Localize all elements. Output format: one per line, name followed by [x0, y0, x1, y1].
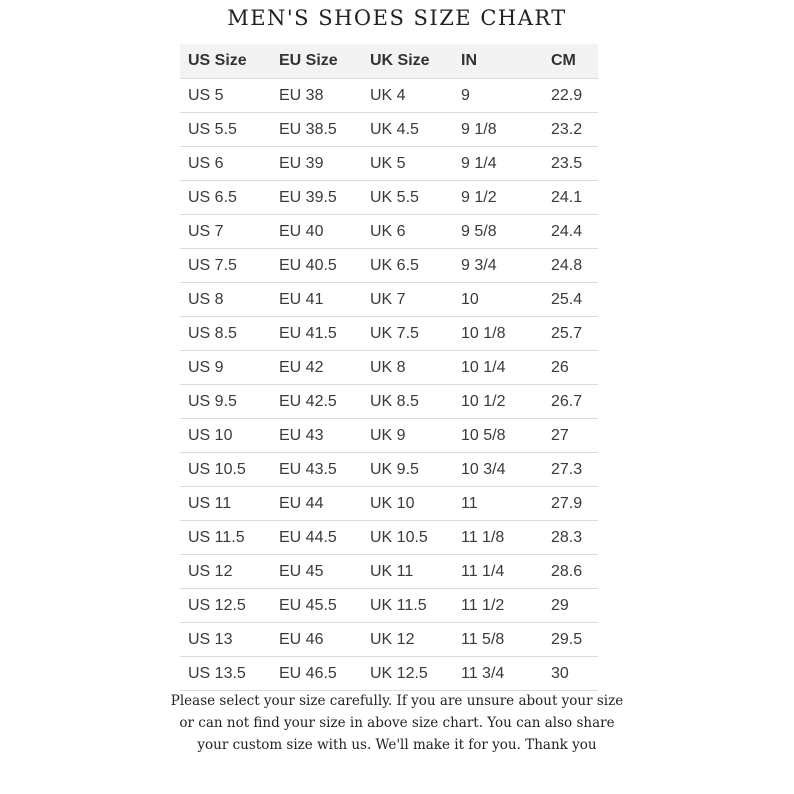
cell-us-size: US 10	[180, 419, 271, 453]
cell-in: 11 3/4	[453, 657, 543, 691]
cell-eu-size: EU 46.5	[271, 657, 362, 691]
table-row	[180, 283, 598, 317]
cell-us-size: US 6	[180, 147, 271, 181]
cell-eu-size: EU 38.5	[271, 113, 362, 147]
cell-eu-size: EU 43	[271, 419, 362, 453]
table-row	[180, 385, 598, 419]
cell-uk-size: UK 5.5	[362, 181, 453, 215]
cell-eu-size: EU 38	[271, 79, 362, 113]
cell-eu-size: EU 42.5	[271, 385, 362, 419]
cell-in: 10 1/2	[453, 385, 543, 419]
note-line: your custom size with us. We'll make it for you. Thank you	[197, 737, 597, 753]
cell-eu-size: EU 41	[271, 283, 362, 317]
cell-in: 9 5/8	[453, 215, 543, 249]
table-body	[180, 79, 598, 691]
table-row	[180, 453, 598, 487]
cell-us-size: US 6.5	[180, 181, 271, 215]
table-row	[180, 147, 598, 181]
cell-us-size: US 8.5	[180, 317, 271, 351]
cell-cm: 26	[543, 351, 598, 385]
cell-in: 10 1/4	[453, 351, 543, 385]
cell-cm: 29	[543, 589, 598, 623]
cell-in: 10 5/8	[453, 419, 543, 453]
page-title: MEN'S SHOES SIZE CHART	[227, 6, 567, 30]
cell-us-size: US 13	[180, 623, 271, 657]
cell-eu-size: EU 44.5	[271, 521, 362, 555]
cell-eu-size: EU 40	[271, 215, 362, 249]
table-row	[180, 113, 598, 147]
cell-in: 11 1/4	[453, 555, 543, 589]
cell-uk-size: UK 8.5	[362, 385, 453, 419]
header-cm: CM	[543, 44, 598, 79]
cell-in: 10 3/4	[453, 453, 543, 487]
cell-in: 11 1/2	[453, 589, 543, 623]
table-row	[180, 79, 598, 113]
cell-uk-size: UK 7.5	[362, 317, 453, 351]
note-line: Please select your size carefully. If you are unsure about your size	[170, 693, 624, 709]
cell-eu-size: EU 40.5	[271, 249, 362, 283]
size-note	[160, 690, 634, 756]
cell-cm: 24.8	[543, 249, 598, 283]
cell-uk-size: UK 11.5	[362, 589, 453, 623]
cell-us-size: US 11.5	[180, 521, 271, 555]
cell-in: 9	[453, 79, 543, 113]
cell-in: 9 1/2	[453, 181, 543, 215]
cell-us-size: US 5	[180, 79, 271, 113]
cell-us-size: US 9	[180, 351, 271, 385]
table-row	[180, 419, 598, 453]
table-row	[180, 181, 598, 215]
cell-uk-size: UK 11	[362, 555, 453, 589]
cell-us-size: US 11	[180, 487, 271, 521]
cell-in: 10	[453, 283, 543, 317]
cell-us-size: US 13.5	[180, 657, 271, 691]
cell-uk-size: UK 4	[362, 79, 453, 113]
table-row	[180, 215, 598, 249]
cell-uk-size: UK 12	[362, 623, 453, 657]
cell-in: 10 1/8	[453, 317, 543, 351]
cell-cm: 27	[543, 419, 598, 453]
cell-uk-size: UK 9.5	[362, 453, 453, 487]
cell-eu-size: EU 39	[271, 147, 362, 181]
table-row	[180, 623, 598, 657]
cell-us-size: US 12	[180, 555, 271, 589]
cell-uk-size: UK 10.5	[362, 521, 453, 555]
table-row	[180, 521, 598, 555]
cell-uk-size: UK 12.5	[362, 657, 453, 691]
cell-us-size: US 9.5	[180, 385, 271, 419]
table-row	[180, 351, 598, 385]
cell-cm: 30	[543, 657, 598, 691]
cell-uk-size: UK 7	[362, 283, 453, 317]
header-in: IN	[453, 44, 543, 79]
table-row	[180, 249, 598, 283]
header-uk-size: UK Size	[362, 44, 453, 79]
cell-eu-size: EU 45.5	[271, 589, 362, 623]
table-row	[180, 317, 598, 351]
cell-in: 11	[453, 487, 543, 521]
cell-cm: 28.6	[543, 555, 598, 589]
cell-uk-size: UK 6	[362, 215, 453, 249]
size-chart-table	[180, 44, 598, 691]
table-row	[180, 555, 598, 589]
note-line: or can not find your size in above size chart. You can also share	[179, 715, 615, 731]
cell-us-size: US 7	[180, 215, 271, 249]
cell-eu-size: EU 45	[271, 555, 362, 589]
table-row	[180, 589, 598, 623]
size-chart-table-container	[180, 44, 598, 691]
cell-uk-size: UK 6.5	[362, 249, 453, 283]
cell-uk-size: UK 5	[362, 147, 453, 181]
cell-cm: 24.1	[543, 181, 598, 215]
cell-us-size: US 12.5	[180, 589, 271, 623]
cell-in: 11 1/8	[453, 521, 543, 555]
cell-cm: 22.9	[543, 79, 598, 113]
cell-uk-size: UK 9	[362, 419, 453, 453]
header-eu-size: EU Size	[271, 44, 362, 79]
cell-cm: 24.4	[543, 215, 598, 249]
table-row	[180, 657, 598, 691]
cell-us-size: US 10.5	[180, 453, 271, 487]
cell-us-size: US 5.5	[180, 113, 271, 147]
cell-uk-size: UK 10	[362, 487, 453, 521]
cell-eu-size: EU 41.5	[271, 317, 362, 351]
cell-eu-size: EU 46	[271, 623, 362, 657]
cell-uk-size: UK 8	[362, 351, 453, 385]
cell-cm: 23.5	[543, 147, 598, 181]
cell-cm: 28.3	[543, 521, 598, 555]
cell-cm: 25.4	[543, 283, 598, 317]
cell-eu-size: EU 39.5	[271, 181, 362, 215]
cell-cm: 26.7	[543, 385, 598, 419]
cell-cm: 27.9	[543, 487, 598, 521]
table-header-row	[180, 44, 598, 79]
cell-in: 9 1/8	[453, 113, 543, 147]
cell-in: 11 5/8	[453, 623, 543, 657]
cell-us-size: US 8	[180, 283, 271, 317]
cell-cm: 25.7	[543, 317, 598, 351]
cell-in: 9 3/4	[453, 249, 543, 283]
cell-eu-size: EU 43.5	[271, 453, 362, 487]
header-us-size: US Size	[180, 44, 271, 79]
cell-cm: 27.3	[543, 453, 598, 487]
cell-us-size: US 7.5	[180, 249, 271, 283]
table-row	[180, 487, 598, 521]
cell-in: 9 1/4	[453, 147, 543, 181]
cell-eu-size: EU 42	[271, 351, 362, 385]
cell-eu-size: EU 44	[271, 487, 362, 521]
cell-cm: 29.5	[543, 623, 598, 657]
cell-uk-size: UK 4.5	[362, 113, 453, 147]
cell-cm: 23.2	[543, 113, 598, 147]
